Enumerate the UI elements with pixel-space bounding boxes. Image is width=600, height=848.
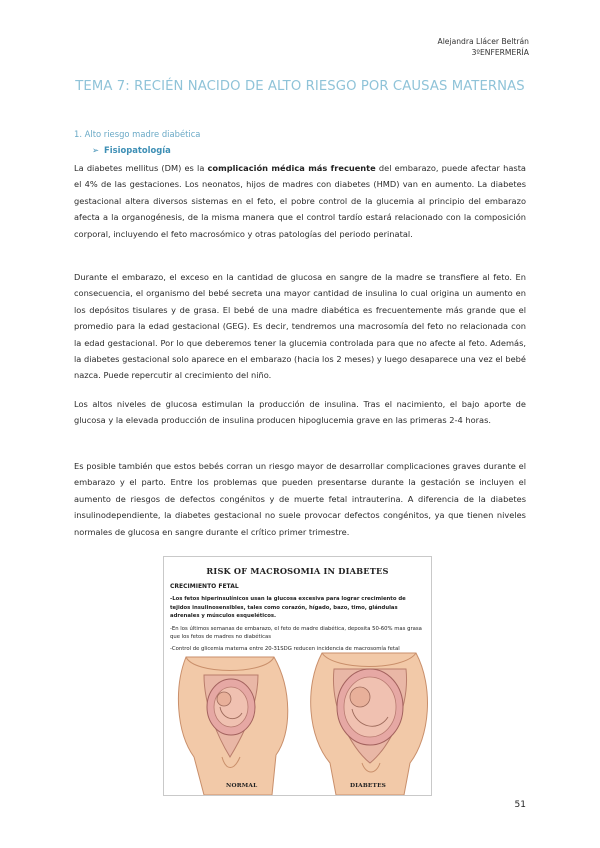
page-number: 51 [514,800,526,810]
section-heading: 1. Alto riesgo madre diabética [74,129,201,139]
figure-note-3: -Control de glicemia materna entre 20-31SDG reducen incidencia de macrosomía fetal [170,646,400,653]
figure-title: RISK OF MACROSOMIA IN DIABETES [206,566,389,576]
paragraph-2: Durante el embarazo, el exceso en la cantidad de glucosa en sangre de la madre se transfiere al feto. En consecuencia, el organismo del bebé secreta una mayor cantidad de insulina lo cual origina un aumento en los depósitos tisulares y de grasa. El bebé de una madre diabética es frecuentemente más grande que el promedio para la edad gestacional (GEG). Es decir, tendremos una macrosomía del feto no relacionada con la edad gestacional. Por lo que deberemos tener la glucemia controlada para que no afecte al feto. Además, la diabetes gestacional solo aparece en el embarazo (hacia los 2 meses) y luego desaparece una vez el bebé nazca. Puede repercutir al crecimiento del niño. [74,272,526,381]
diabetes-pregnancy-illustration [311,653,428,795]
course-label: 3ºENFERMERÍA [471,48,529,57]
figure-notes [170,583,426,658]
author-name: Alejandra Llácer Beltrán [437,37,529,46]
figure-label-normal: NORMAL [226,783,258,789]
figure-note-1: -Los fetos hiperinsulínicos usan la glucosa excesiva para lograr crecimiento de tejidos insulinosensibles, tales como corazón, hígado, bazo, timo, glándulas adrenales y músculos esqueléticos. [170,596,406,620]
paragraph-1 [74,160,526,242]
paragraph-1-emphasis: complicación médica más frecuente [207,163,376,173]
arrow-bullet-icon: ➢ [92,145,100,155]
paragraph-1-text-b: del embarazo, puede afectar hasta el 4% de las gestaciones. Los neonatos, hijos de madres con diabetes (HMD) van en aumento. La diabetes gestacional altera diversos sistemas en el feto, el pobre control de la glucemia al principio del embarazo afecta a la organogénesis, de la misma manera que el control tardío estará relacionado con la composición corporal, incluyendo el feto macrosómico y otras patologías del periodo perinatal. [74,163,526,239]
page-header [438,36,530,58]
subsection-label: Fisiopatología [104,145,171,155]
page-title: TEMA 7: RECIÉN NACIDO DE ALTO RIESGO POR CAUSAS MATERNAS [75,79,525,94]
figure-note-2: -En los últimos semanas de embarazo, el feto de madre diabética, deposita 50-60% mas grasa que los fetos de madres no diabéticas [170,625,422,641]
paragraph-1-text-a: La diabetes mellitus (DM) es la [74,163,208,173]
figure-label-diabetes: DIABETES [350,783,387,789]
subsection-heading [92,145,171,155]
macrosomia-figure [163,556,432,796]
paragraph-4: Es posible también que estos bebés corran un riesgo mayor de desarrollar complicaciones graves durante el embarazo y el parto. Entre los problemas que pueden presentarse durante la gestación se incluyen el aumento de riesgos de defectos congénitos y de muerte fetal intrauterina. A diferencia de la diabetes insulinodependiente, la diabetes gestacional no suele provocar defectos congénitos, ya que tienen niveles normales de glucosa en sangre durante el crítico primer trimestre. [74,461,526,537]
normal-pregnancy-illustration [178,657,287,795]
figure-heading: CRECIMIENTO FETAL [170,583,239,590]
paragraph-3: Los altos niveles de glucosa estimulan la producción de insulina. Tras el nacimiento, el bajo aporte de glucosa y la elevada producción de insulina producen hipoglucemia grave en las primeras 2-4 horas. [74,399,526,426]
